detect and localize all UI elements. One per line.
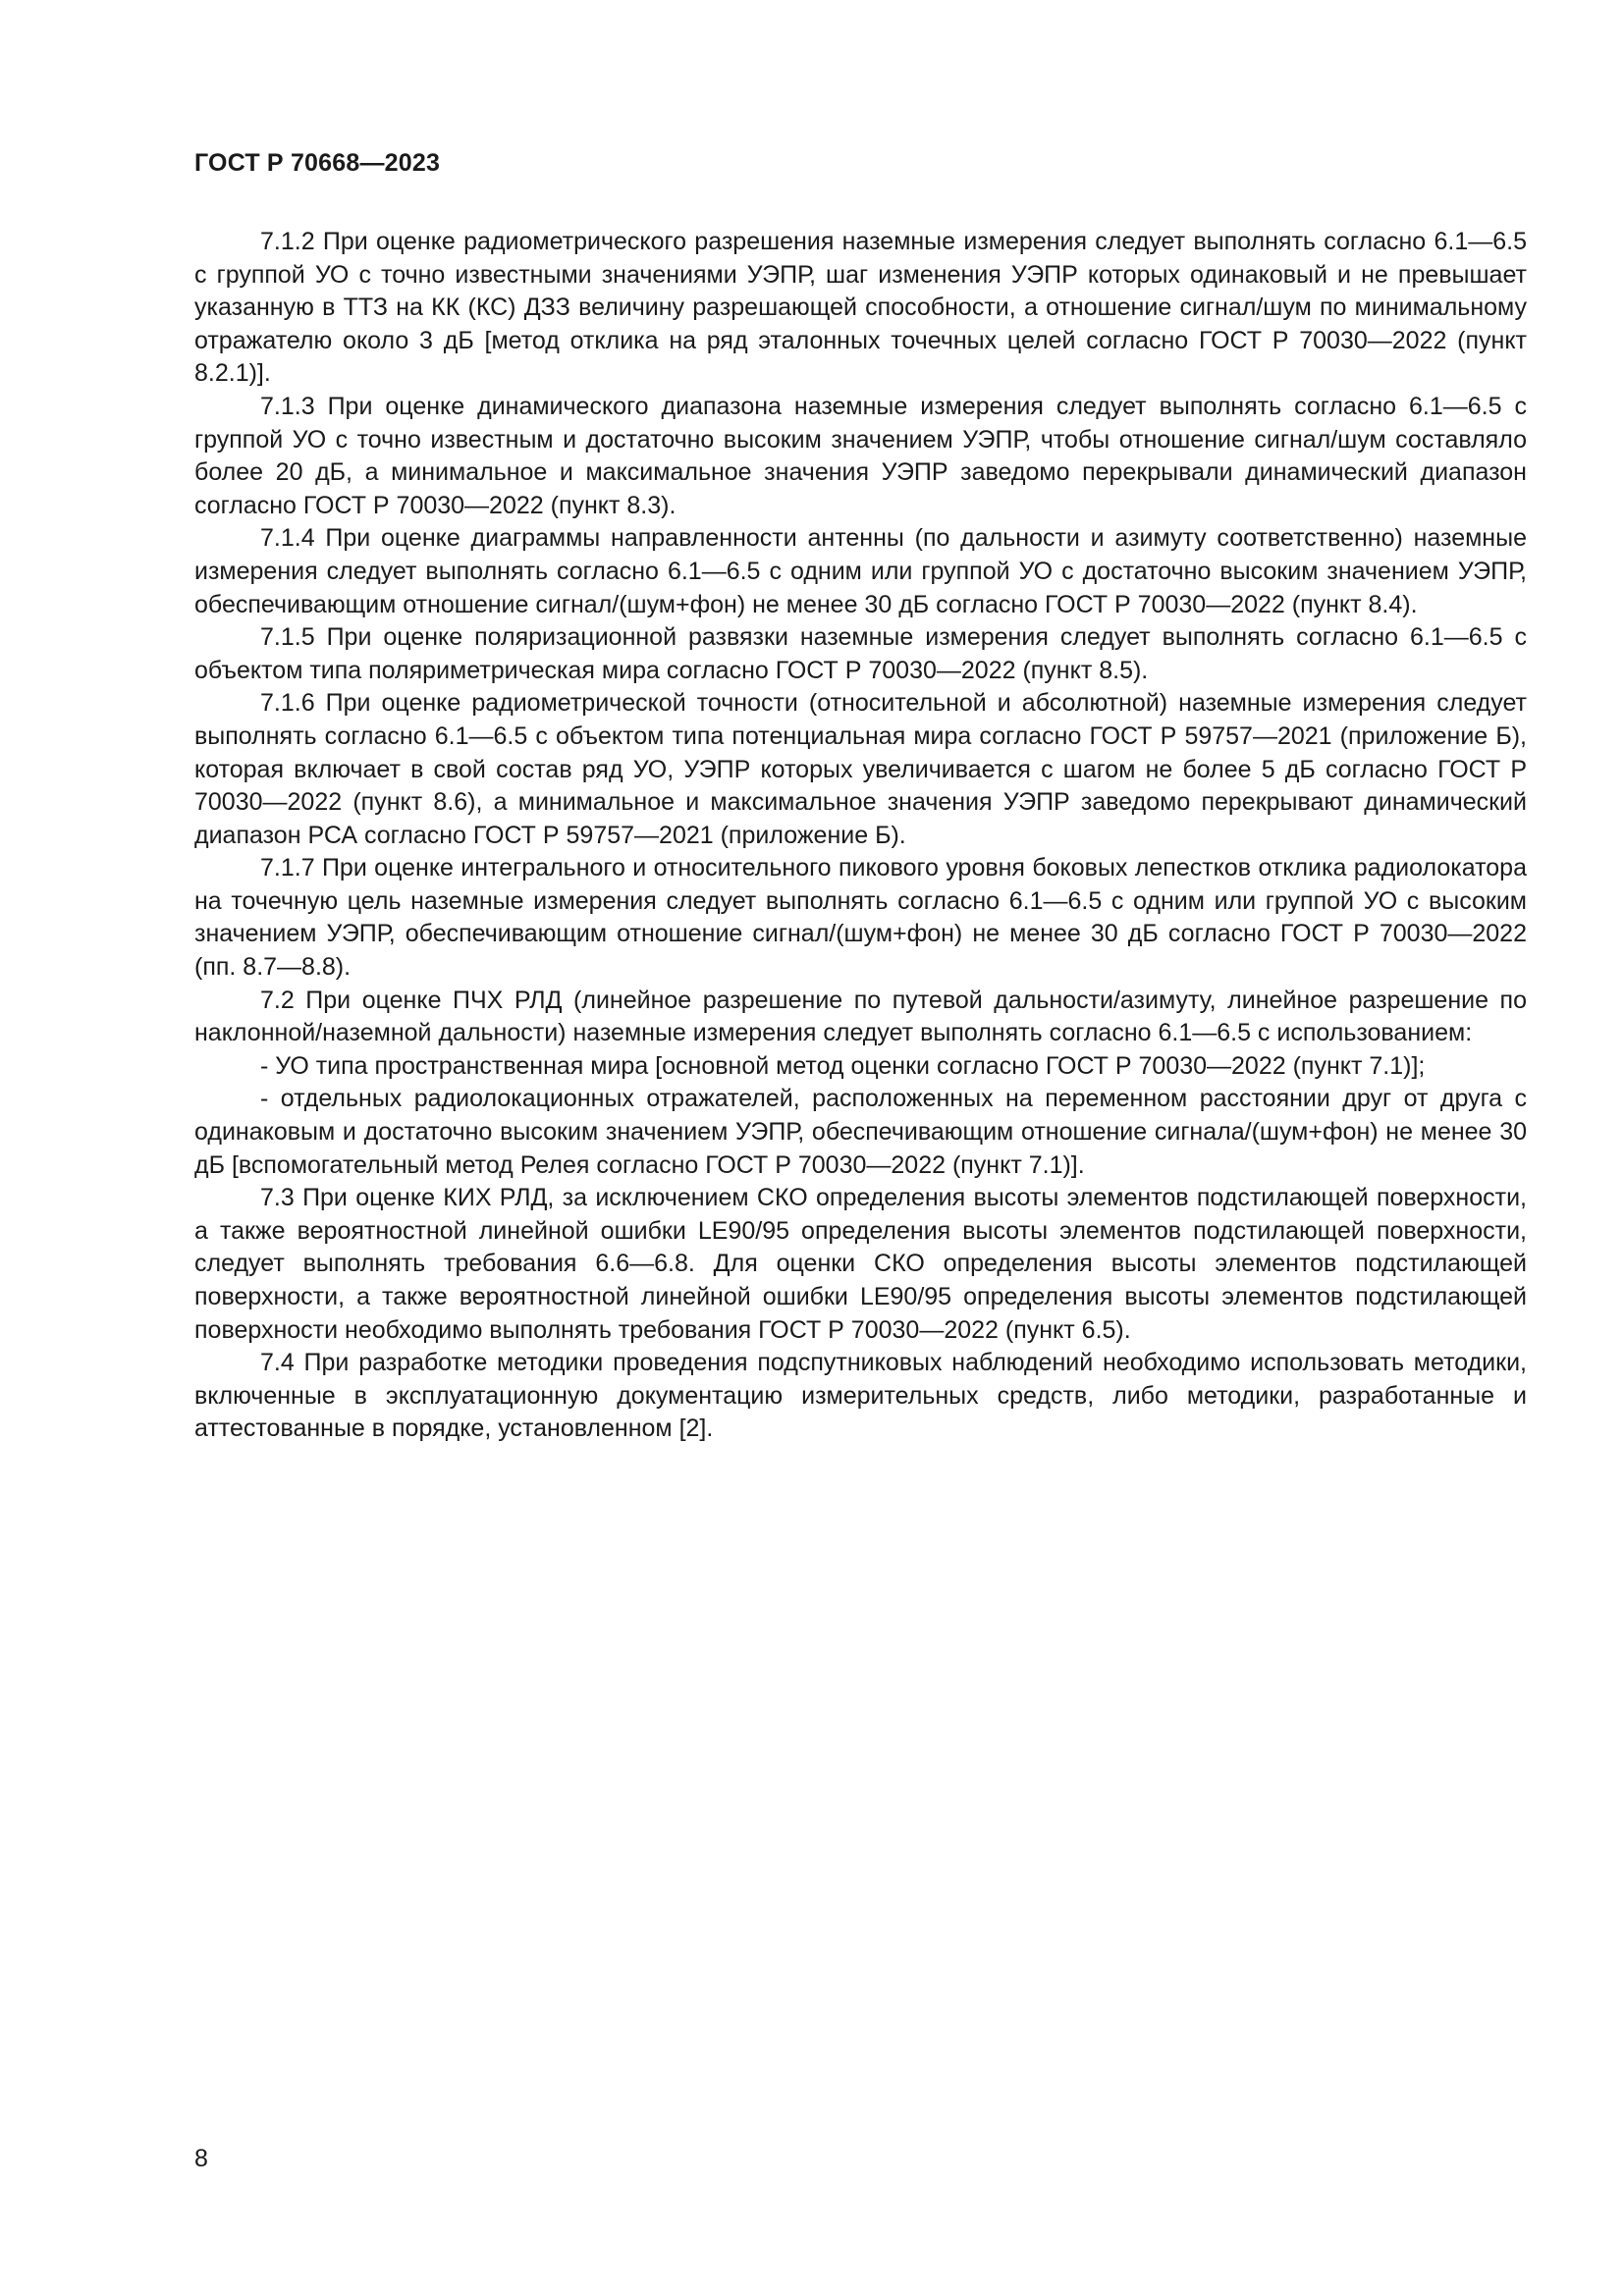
list-item-7-2-b: - отдельных радиолокационных отражателей, расположенных на переменном расстоянии друг от друга с одинаковым и достаточно высоким значением УЭПР, обеспечивающим отношение сигнала/(шум+фон) не менее 30 дБ [вспомогательный метод Релея согласно ГОСТ Р 70030—2022 (пункт 7.1)]. [194,1085,1527,1179]
paragraph-7-1-7: 7.1.7 При оценке интегрального и относительного пикового уровня боковых лепестков отклика радиолокатора на точечную цель наземные измерения следует выполнять согласно 6.1—6.5 с одним или группой УО с высоким значением УЭПР, обеспечивающим отношение сигнал/(шум+фон) не менее 30 дБ согласно ГОСТ Р 70030—2022 (пп. 8.7—8.8). [194,854,1527,982]
paragraph-7-1-5: 7.1.5 При оценке поляризационной развязки наземные измерения следует выполнять согласно 6.1—6.5 с объектом типа поляриметрическая мира согласно ГОСТ Р 70030—2022 (пункт 8.5). [194,623,1527,684]
paragraph-7-1-6: 7.1.6 При оценке радиометрической точности (относительной и абсолютной) наземные измерения следует выполнять согласно 6.1—6.5 с объектом типа потенциальная мира согласно ГОСТ Р 59757—2021 (приложение Б), которая включает в свой состав ряд УО, УЭПР которых увеличивается с шагом не более 5 дБ согласно ГОСТ Р 70030—2022 (пункт 8.6), а минимальное и максимальное значения УЭПР заведомо перекрывают динамический диапазон РСА согласно ГОСТ Р 59757—2021 (приложение Б). [194,689,1527,849]
document-body [194,226,1527,1446]
paragraph-7-3: 7.3 При оценке КИХ РЛД, за исключением СКО определения высоты элементов подстилающей поверхности, а также вероятностной линейной ошибки LE90/95 определения высоты элементов подстилающей поверхности, следует выполнять требования 6.6—6.8. Для оценки СКО определения высоты элементов подстилающей поверхности, а также вероятностной линейной ошибки LE90/95 определения высоты элементов подстилающей поверхности необходимо выполнять требования ГОСТ Р 70030—2022 (пункт 6.5). [194,1184,1527,1344]
paragraph-7-1-3: 7.1.3 При оценке динамического диапазона наземные измерения следует выполнять согласно 6.1—6.5 с группой УО с точно известным и достаточно высоким значением УЭПР, чтобы отношение сигнал/шум составляло более 20 дБ, а минимальное и максимальное значения УЭПР заведомо перекрывали динамический диапазон согласно ГОСТ Р 70030—2022 (пункт 8.3). [194,392,1527,519]
paragraph-7-2: 7.2 При оценке ПЧХ РЛД (линейное разрешение по путевой дальности/азимуту, линейное разрешение по наклонной/наземной дальности) наземные измерения следует выполнять согласно 6.1—6.5 с использованием: [194,986,1527,1047]
paragraph-7-4: 7.4 При разработке методики проведения подспутниковых наблюдений необходимо использовать методики, включенные в эксплуатационную документацию измерительных средств, либо методики, разработанные и аттестованные в порядке, установленном [2]. [194,1349,1527,1443]
paragraph-7-1-2: 7.1.2 При оценке радиометрического разрешения наземные измерения следует выполнять согласно 6.1—6.5 с группой УО с точно известными значениями УЭПР, шаг изменения УЭПР которых одинаковый и не превышает указанную в ТТЗ на КК (КС) ДЗЗ величину разрешающей способности, а отношение сигнал/шум по минимальному отражателю около 3 дБ [метод отклика на ряд эталонных точечных целей согласно ГОСТ Р 70030—2022 (пункт 8.2.1)]. [194,228,1527,388]
document-header: ГОСТ Р 70668—2023 [194,149,441,177]
page-number: 8 [194,2145,208,2172]
paragraph-7-1-4: 7.1.4 При оценке диаграммы направленности антенны (по дальности и азимуту соответственно) наземные измерения следует выполнять согласно 6.1—6.5 с одним или группой УО с достаточно высоким значением УЭПР, обеспечивающим отношение сигнал/(шум+фон) не менее 30 дБ согласно ГОСТ Р 70030—2022 (пункт 8.4). [194,524,1527,618]
list-item-7-2-a: - УО типа пространственная мира [основной метод оценки согласно ГОСТ Р 70030—2022 (пункт 7.1)]; [260,1051,1426,1080]
